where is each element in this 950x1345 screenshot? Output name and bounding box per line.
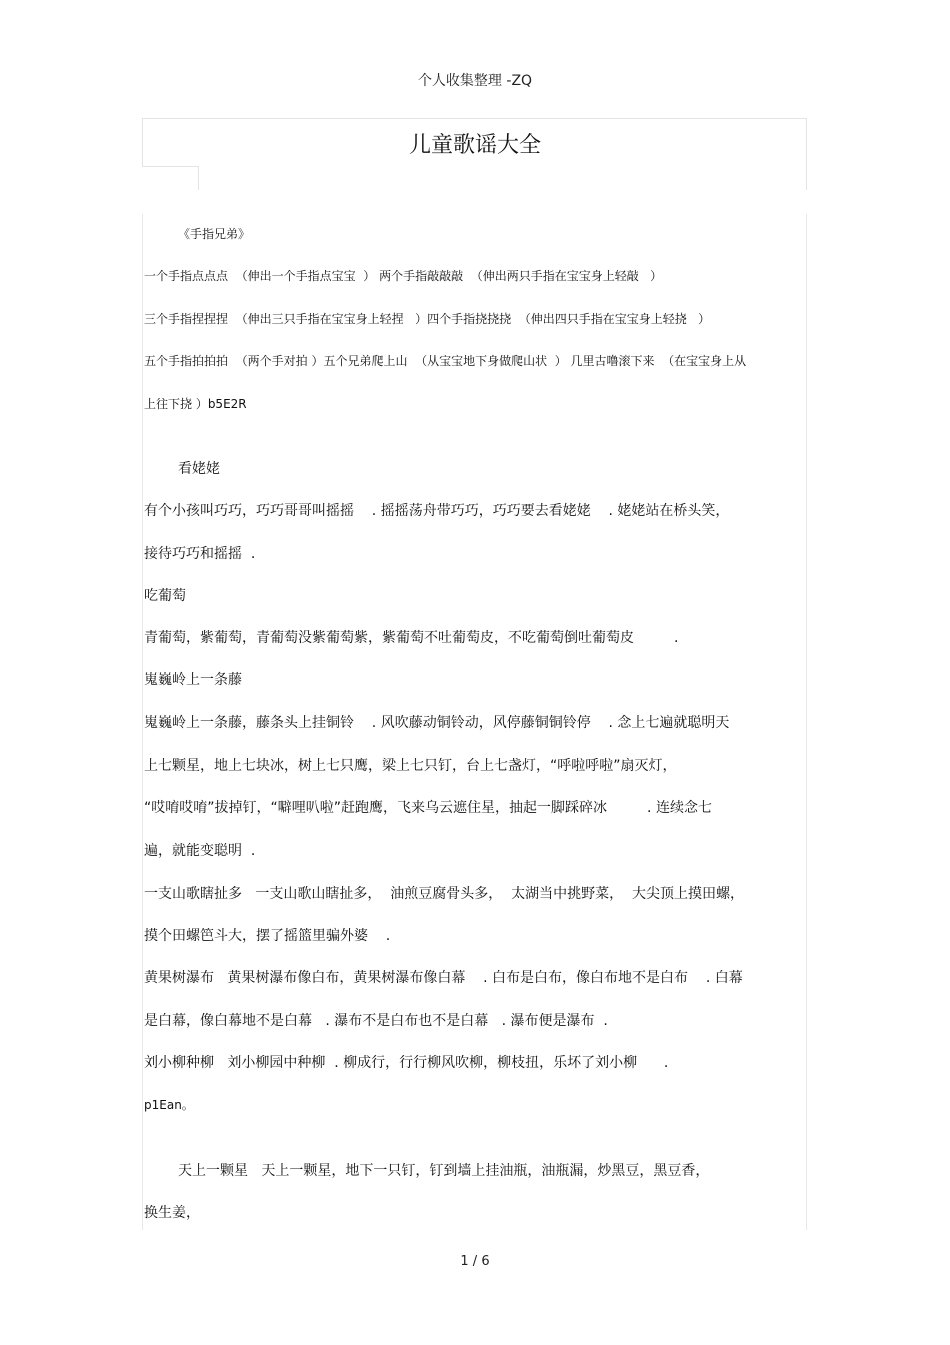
text-line: 换生姜， xyxy=(144,1205,200,1221)
frame-notch xyxy=(198,166,199,190)
text-line: 有个小孩叫巧巧，巧巧哥哥叫摇摇 . 摇摇荡舟带巧巧，巧巧要去看姥姥 . 姥姥站在桥头笑， xyxy=(144,503,730,519)
frame-notch xyxy=(142,166,198,167)
text-line: “哎唷哎唷”拔掉钉，“噼哩叭啦”赶跑鹰，飞来乌云遮住星，抽起一脚踩碎冰 . 连续念七 xyxy=(144,800,712,816)
section-heading: 《手指兄弟》 xyxy=(178,227,251,241)
text-line: 是白幕，像白幕地不是白幕 . 瀑布不是白布也不是白幕 . 瀑布便是瀑布 . xyxy=(144,1013,608,1029)
frame-top-border xyxy=(142,118,806,119)
text-line: 遍，就能变聪明 . xyxy=(144,843,256,859)
section-heading: 看姥姥 xyxy=(178,461,220,477)
text-line: 摸个田螺笆斗大，摆了摇篮里骗外婆 . xyxy=(144,928,391,944)
text-line: 一支山歌瞎扯多 一支山歌山瞎扯多， 油煎豆腐骨头多， 太湖当中挑野菜， 大尖顶上摸田螺， xyxy=(144,886,745,902)
text-line: 上七颗星，地上七块冰，树上七只鹰，梁上七只钉，台上七盏灯，“呼啦呼啦”扇灭灯， xyxy=(144,758,677,774)
text-line: 五个手指拍拍拍 （两个手对拍 ）五个兄弟爬上山 （从宝宝地下身做爬山状 ） 几里古噜滚下来 （在宝宝身上从 xyxy=(144,354,747,368)
text-line: 青葡萄，紫葡萄，青葡萄没紫葡萄紫，紫葡萄不吐葡萄皮，不吃葡萄倒吐葡萄皮 . xyxy=(144,630,679,646)
section-heading: 嵬巍岭上一条藤 xyxy=(144,672,242,688)
page-header: 个人收集整理 -ZQ xyxy=(417,73,533,89)
text-line: 一个手指点点点 （伸出一个手指点宝宝 ） 两个手指敲敲敲 （伸出两只手指在宝宝身上轻敲 ） xyxy=(144,269,663,283)
text-line: 刘小柳种柳 刘小柳园中种柳 . 柳成行，行行柳风吹柳，柳枝扭，乐坏了刘小柳 . xyxy=(144,1055,669,1071)
content-left-border xyxy=(142,214,143,1230)
content-right-border xyxy=(806,214,807,1230)
text-line: 接待巧巧和摇摇 . xyxy=(144,546,256,562)
text-line: 三个手指捏捏捏 （伸出三只手指在宝宝身上轻捏 ）四个手指挠挠挠 （伸出四只手指在宝宝身上轻挠 ） xyxy=(144,312,711,326)
section-heading: 吃葡萄 xyxy=(144,588,186,604)
document-title: 儿童歌谣大全 xyxy=(408,133,541,158)
page-number: 1 / 6 xyxy=(460,1254,490,1269)
text-line: 天上一颗星 天上一颗星，地下一只钉，钉到墙上挂油瓶，油瓶漏，炒黑豆，黑豆香， xyxy=(178,1163,710,1179)
text-line: 嵬巍岭上一条藤，藤条头上挂铜铃 . 风吹藤动铜铃动，风停藤铜铜铃停 . 念上七遍就聪明天 xyxy=(144,715,730,731)
text-line: 上往下挠 ）b5E2R xyxy=(144,397,247,411)
text-line: p1Ean。 xyxy=(144,1098,194,1112)
text-line: 黄果树瀑布 黄果树瀑布像白布，黄果树瀑布像白幕 . 白布是白布，像白布地不是白布 . 白幕 xyxy=(144,970,743,986)
